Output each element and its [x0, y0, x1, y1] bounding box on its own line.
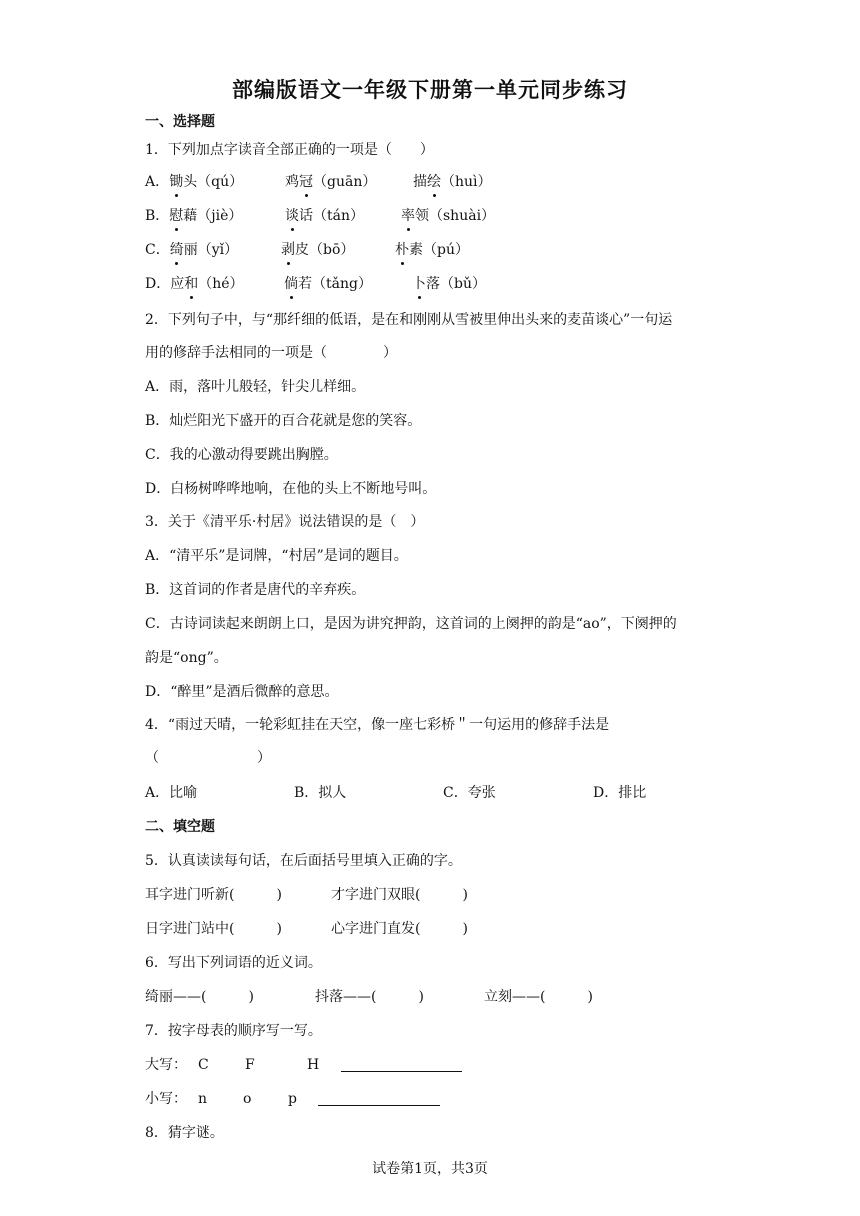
option-word: D．应和（hé） — [145, 276, 244, 292]
option-word: 倘若（tǎng） — [284, 276, 372, 292]
option-word: 卜落（bǔ） — [412, 276, 486, 292]
letter: C — [198, 1057, 209, 1073]
letter: p — [288, 1091, 297, 1107]
question-4-option-d: D．排比 — [593, 785, 647, 801]
question-3-option-d: D．“醉里”是酒后微醉的意思。 — [145, 684, 339, 700]
answer-blank-line — [341, 1055, 462, 1072]
letter: F — [245, 1057, 255, 1073]
question-8-stem: 8．猜字谜。 — [145, 1125, 224, 1141]
question-5-item: 耳字进门听新( ) — [145, 887, 282, 903]
option-word: 描绘（huì） — [413, 174, 492, 190]
question-6-item: 立刻——( ) — [484, 989, 593, 1005]
question-4-answer-paren: （ ） — [145, 750, 271, 766]
question-3-option-c-line2: 韵是“ong”。 — [145, 650, 228, 666]
question-2-stem-line1: 2．下列句子中，与“那纤细的低语，是在和刚刚从雪被里伸出头来的麦苗谈心”一句运 — [145, 312, 673, 328]
question-4-option-c: C．夸张 — [443, 785, 496, 801]
letter: o — [243, 1091, 252, 1107]
letter: H — [307, 1057, 320, 1073]
question-5-item: 心字进门直发( ) — [331, 921, 468, 937]
question-3-option-a: A．“清平乐”是词牌，“村居”是词的题目。 — [145, 548, 408, 564]
question-5-item: 才字进门双眼( ) — [331, 887, 468, 903]
option-word: 鸡冠（guān） — [285, 174, 377, 190]
page-title: 部编版语文一年级下册第一单元同步练习 — [232, 78, 628, 102]
question-3-option-c-line1: C．古诗词读起来朗朗上口，是因为讲究押韵，这首词的上阕押的韵是“ao”，下阕押的 — [145, 616, 677, 632]
question-2-option-a: A．雨，落叶儿般轻，针尖儿样细。 — [145, 379, 366, 395]
section-heading-choice: 一、选择题 — [145, 114, 215, 130]
question-3-stem: 3．关于《清平乐·村居》说法错误的是（ ） — [145, 514, 425, 530]
question-4-stem: 4．“雨过天晴，一轮彩虹挂在天空，像一座七彩桥＂一句运用的修辞手法是 — [145, 717, 610, 733]
option-word: B．慰藉（jiè） — [145, 208, 243, 224]
uppercase-label: 大写： — [145, 1057, 187, 1073]
option-word: 剥皮（bō） — [281, 242, 355, 258]
question-5-stem: 5．认真读读每句话，在后面括号里填入正确的字。 — [145, 853, 462, 869]
question-6-item: 抖落——( ) — [315, 989, 424, 1005]
option-word: C．绮丽（yǐ） — [145, 242, 239, 258]
question-3-option-b: B．这首词的作者是唐代的辛弃疾。 — [145, 582, 366, 598]
option-word: 谈话（tán） — [285, 208, 364, 224]
question-5-item: 日字进门站中( ) — [145, 921, 282, 937]
letter: n — [198, 1091, 208, 1107]
option-word: A．锄头（qú） — [145, 174, 244, 190]
question-4-option-b: B．拟人 — [294, 785, 347, 801]
section-heading-fill: 二、填空题 — [145, 819, 215, 835]
question-1-stem: 1．下列加点字读音全部正确的一项是（ ） — [145, 142, 434, 158]
option-word: 朴素（pú） — [395, 242, 469, 258]
question-2-stem-line2: 用的修辞手法相同的一项是（ ） — [145, 345, 397, 361]
question-4-option-a: A．比喻 — [145, 785, 198, 801]
answer-blank-line — [318, 1089, 440, 1106]
question-7-stem: 7．按字母表的顺序写一写。 — [145, 1023, 322, 1039]
question-2-option-b: B．灿烂阳光下盛开的百合花就是您的笑容。 — [145, 413, 422, 429]
option-word: 率领（shuài） — [401, 208, 496, 224]
page-footer: 试卷第1页，共3页 — [372, 1161, 488, 1177]
question-6-stem: 6．写出下列词语的近义词。 — [145, 955, 322, 971]
lowercase-label: 小写： — [145, 1091, 187, 1107]
question-6-item: 绮丽——( ) — [145, 989, 254, 1005]
question-2-option-d: D．白杨树哗哗地响，在他的头上不断地号叫。 — [145, 481, 437, 497]
question-2-option-c: C．我的心激动得要跳出胸膛。 — [145, 447, 338, 463]
